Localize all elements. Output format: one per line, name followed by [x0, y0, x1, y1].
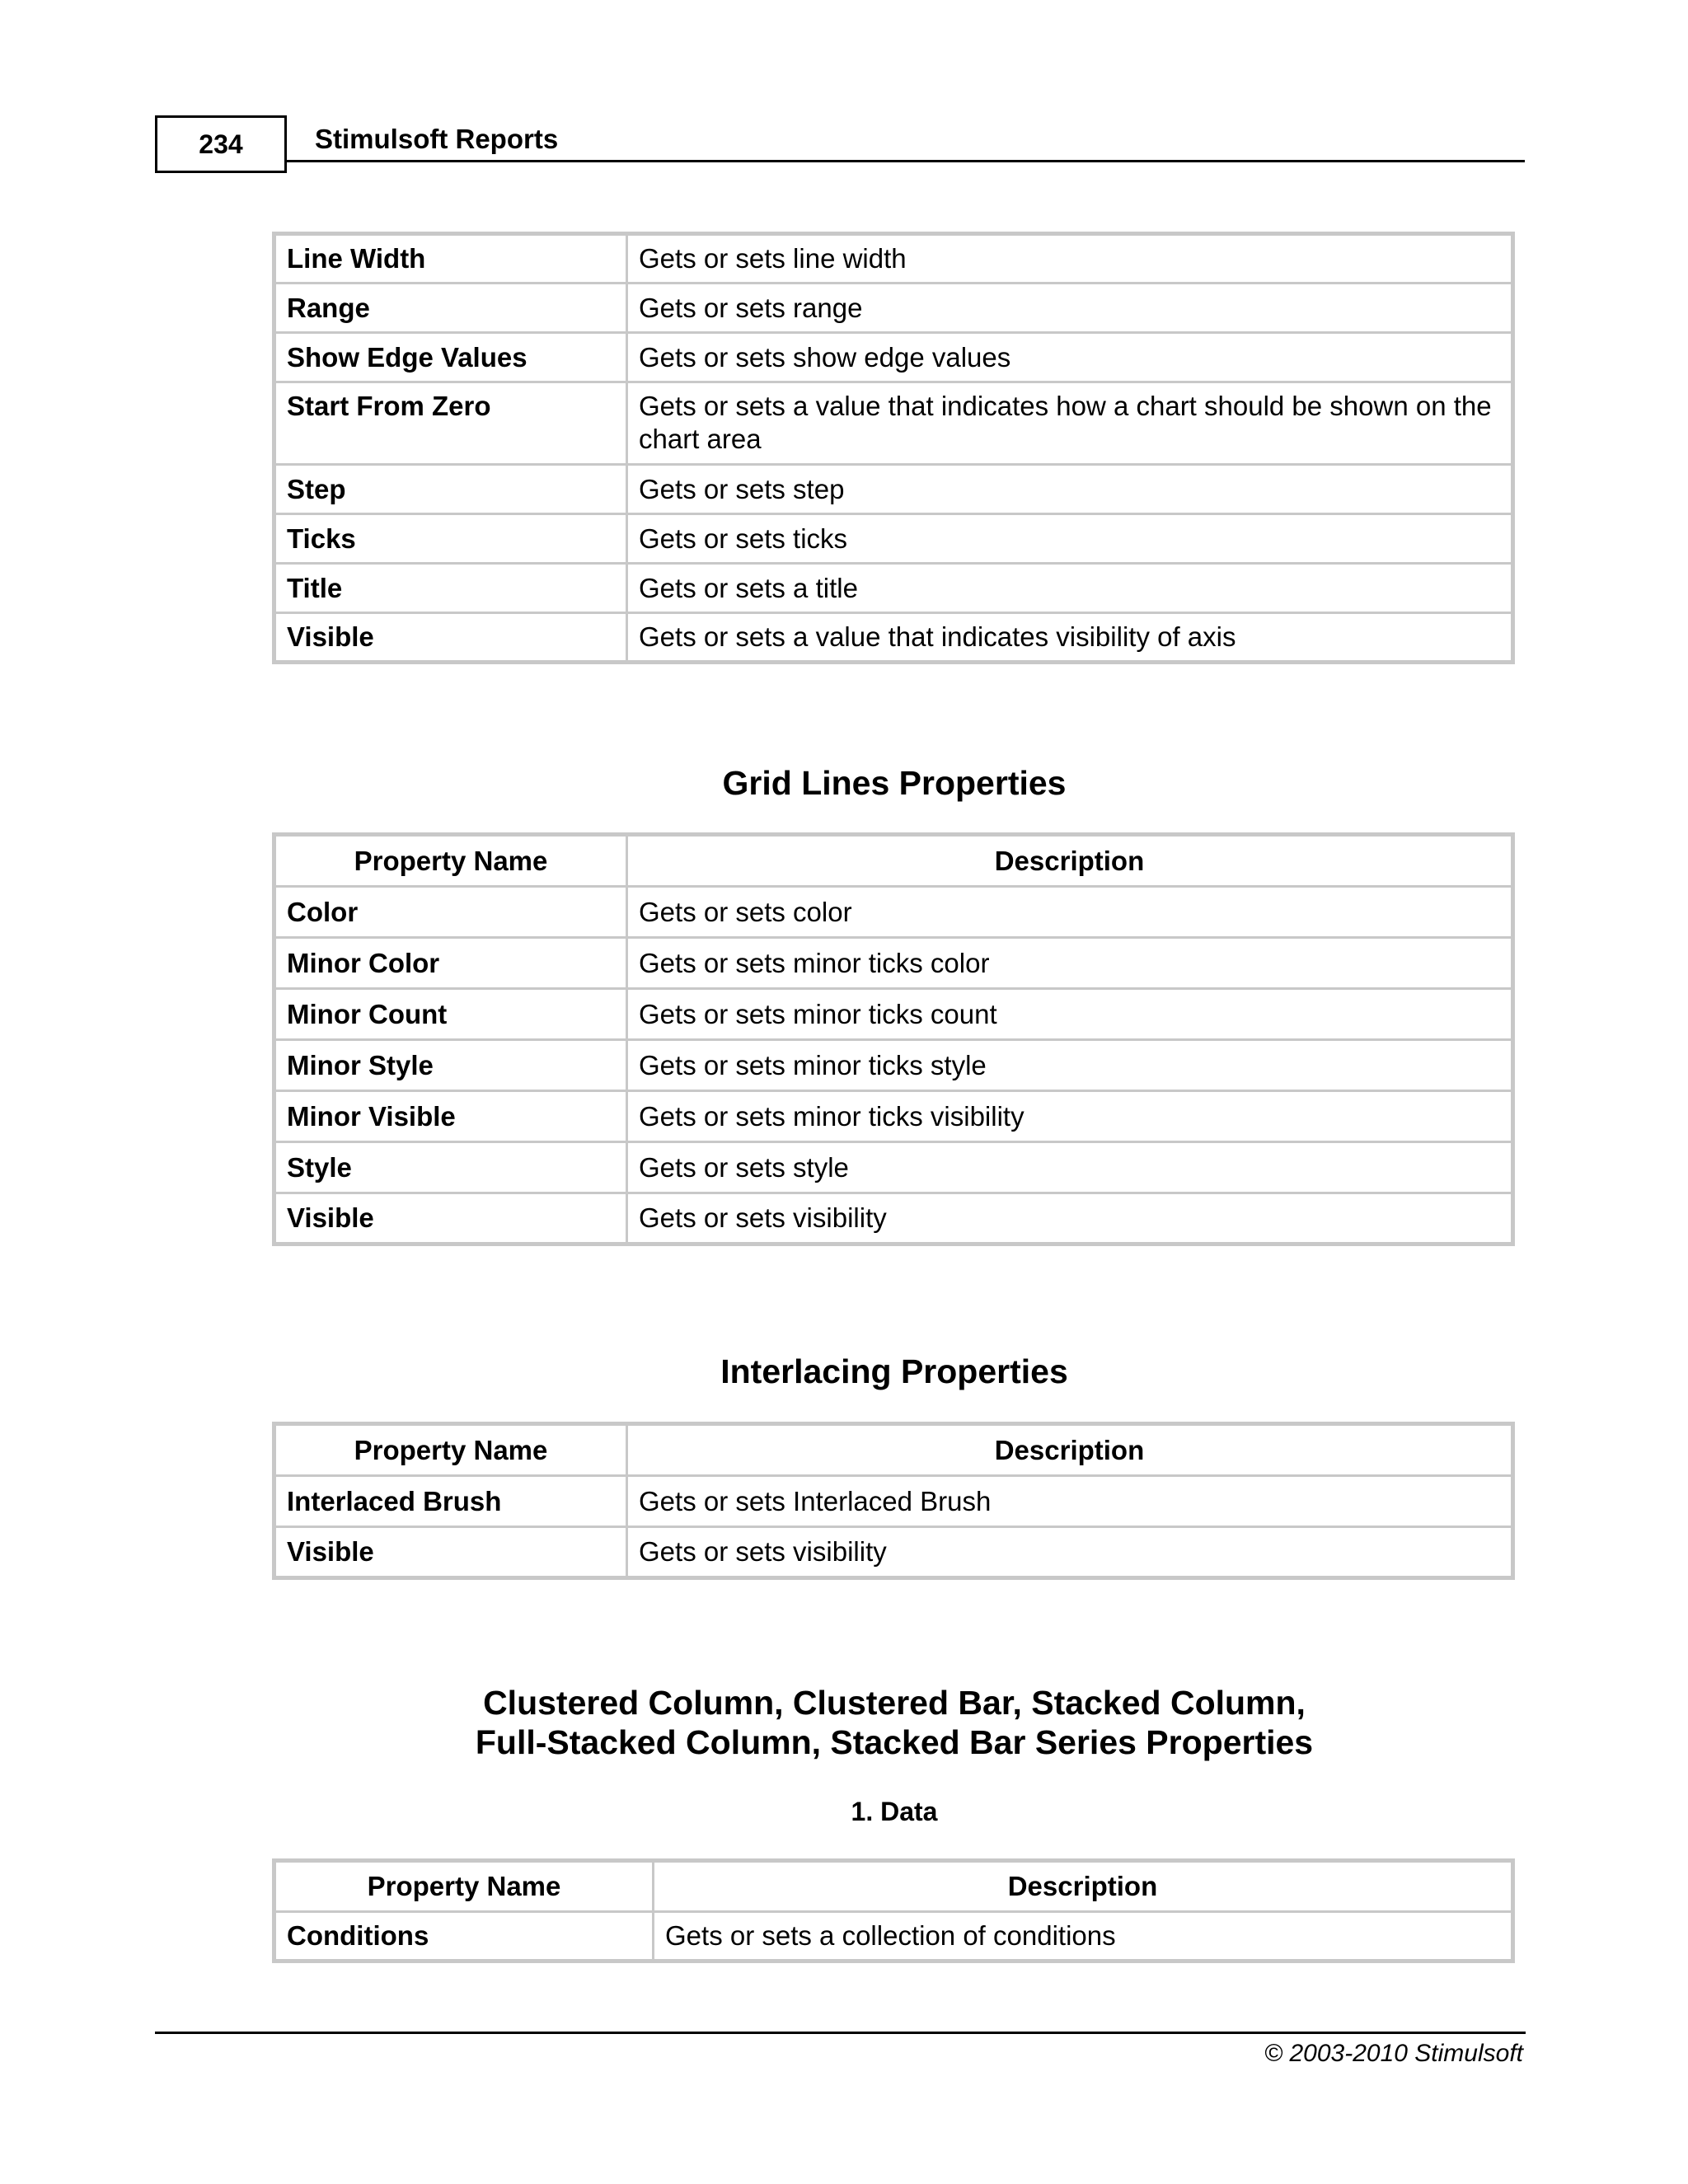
property-name: Visible [274, 1527, 627, 1578]
property-description: Gets or sets range [627, 284, 1513, 333]
property-name: Minor Count [274, 989, 627, 1040]
column-header-property-name: Property Name [274, 1861, 654, 1912]
footer-copyright: © 2003-2010 Stimulsoft [1264, 2040, 1523, 2067]
property-description: Gets or sets step [627, 465, 1513, 514]
property-name: Minor Style [274, 1040, 627, 1091]
interlacing-heading: Interlacing Properties [720, 1352, 1068, 1390]
property-name: Title [274, 564, 627, 613]
axis-properties-table [272, 232, 1515, 664]
column-header-description: Description [627, 1424, 1513, 1476]
page-header [0, 0, 1688, 181]
table-row [274, 1193, 1513, 1244]
table-row [274, 1040, 1513, 1091]
property-description: Gets or sets visibility [627, 1193, 1513, 1244]
column-header-description: Description [654, 1861, 1513, 1912]
interlacing-table [272, 1422, 1515, 1580]
grid-lines-heading: Grid Lines Properties [722, 764, 1067, 802]
table-row [274, 613, 1513, 663]
property-name: Ticks [274, 514, 627, 564]
property-name: Start From Zero [274, 382, 627, 465]
property-description: Gets or sets a collection of conditions [654, 1912, 1513, 1961]
column-header-property-name: Property Name [274, 1424, 627, 1476]
property-name: Interlaced Brush [274, 1476, 627, 1527]
table-row [274, 1142, 1513, 1193]
column-header-description: Description [627, 835, 1513, 887]
series-heading-line1: Clustered Column, Clustered Bar, Stacked Column, [483, 1684, 1306, 1722]
property-description: Gets or sets style [627, 1142, 1513, 1193]
header-rule [284, 160, 1525, 162]
property-description: Gets or sets show edge values [627, 333, 1513, 382]
property-description: Gets or sets Interlaced Brush [627, 1476, 1513, 1527]
table-row [274, 1091, 1513, 1142]
series-data-table [272, 1858, 1515, 1963]
table-row [274, 234, 1513, 284]
property-name: Style [274, 1142, 627, 1193]
property-name: Visible [274, 613, 627, 663]
property-name: Line Width [274, 234, 627, 284]
grid-lines-table [272, 832, 1515, 1246]
property-description: Gets or sets minor ticks count [627, 989, 1513, 1040]
header-title: Stimulsoft Reports [315, 124, 559, 154]
table-row [274, 564, 1513, 613]
property-description: Gets or sets line width [627, 234, 1513, 284]
table-header-row [274, 1861, 1513, 1912]
property-name: Conditions [274, 1912, 654, 1961]
page-number: 234 [155, 115, 287, 173]
table-row [274, 938, 1513, 989]
table-row [274, 1476, 1513, 1527]
property-name: Minor Visible [274, 1091, 627, 1142]
property-description: Gets or sets a value that indicates how a chart should be shown on the chart area [627, 382, 1513, 465]
footer-rule [155, 2032, 1526, 2034]
table-row [274, 333, 1513, 382]
property-name: Visible [274, 1193, 627, 1244]
property-description: Gets or sets minor ticks color [627, 938, 1513, 989]
table-row [274, 989, 1513, 1040]
table-row [274, 465, 1513, 514]
property-name: Step [274, 465, 627, 514]
property-description: Gets or sets visibility [627, 1527, 1513, 1578]
table-row [274, 382, 1513, 465]
property-name: Show Edge Values [274, 333, 627, 382]
property-name: Range [274, 284, 627, 333]
property-description: Gets or sets minor ticks visibility [627, 1091, 1513, 1142]
table-row [274, 1527, 1513, 1578]
property-description: Gets or sets a title [627, 564, 1513, 613]
property-name: Minor Color [274, 938, 627, 989]
table-row [274, 1912, 1513, 1961]
property-description: Gets or sets color [627, 887, 1513, 938]
table-row [274, 284, 1513, 333]
property-name: Color [274, 887, 627, 938]
property-description: Gets or sets ticks [627, 514, 1513, 564]
property-description: Gets or sets minor ticks style [627, 1040, 1513, 1091]
series-heading-line2: Full-Stacked Column, Stacked Bar Series Properties [475, 1723, 1314, 1761]
table-header-row [274, 1424, 1513, 1476]
data-subheading: 1. Data [851, 1797, 938, 1826]
column-header-property-name: Property Name [274, 835, 627, 887]
table-row [274, 887, 1513, 938]
property-description: Gets or sets a value that indicates visibility of axis [627, 613, 1513, 663]
table-row [274, 514, 1513, 564]
table-header-row [274, 835, 1513, 887]
